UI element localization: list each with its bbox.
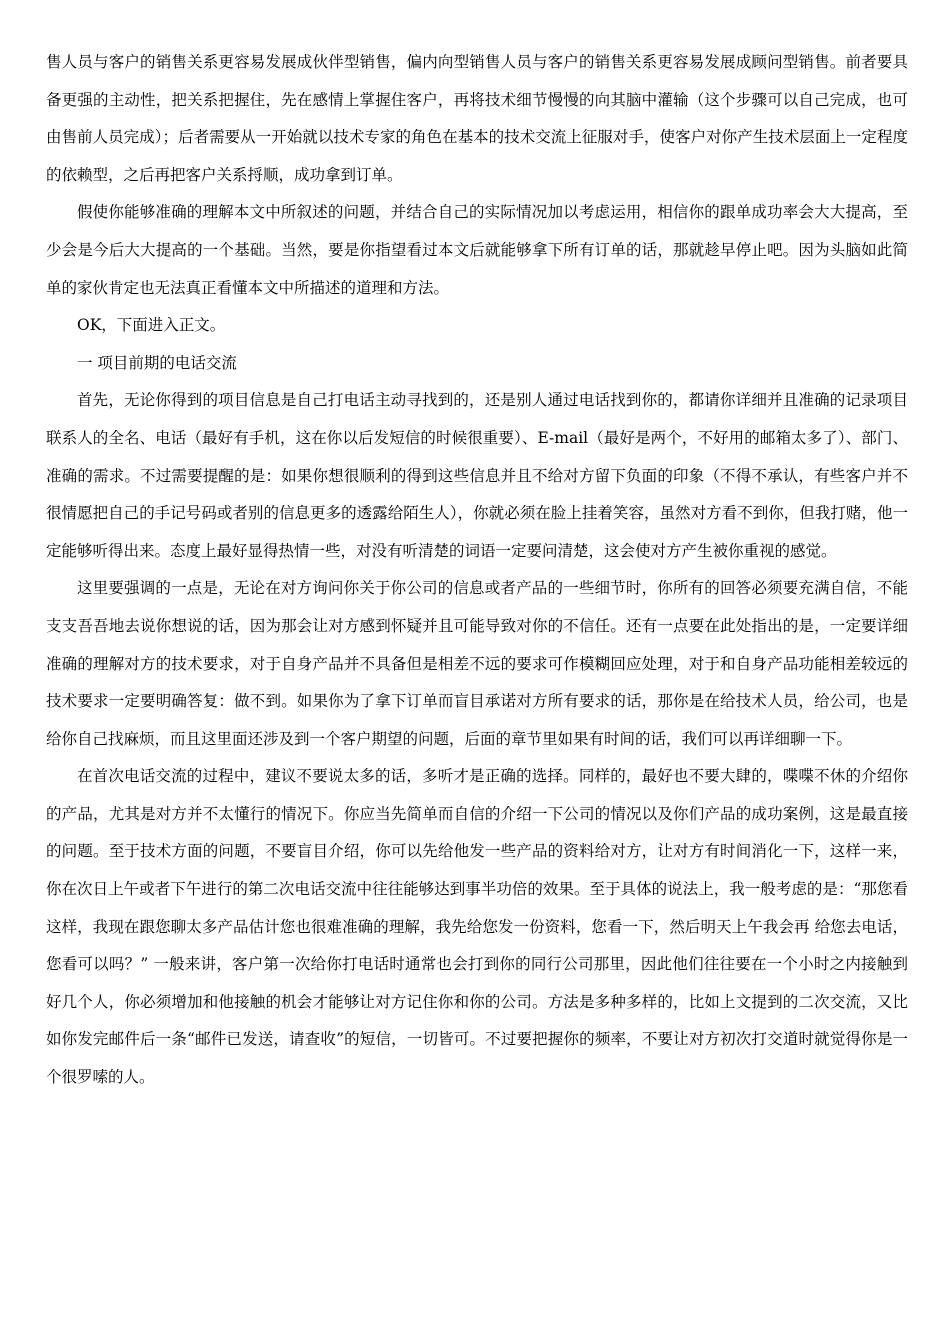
paragraph-confidence: 这里要强调的一点是，无论在对方询问你关于你公司的信息或者产品的一些细节时，你所有的回答必须要充满自信，不能支支吾吾地去说你想说的话，因为那会让对方感到怀疑并且可能导致对你的不信任。还有一点要在此处指出的是，一定要详细准确的理解对方的技术要求，对于自身产品并不具备但是相差不远的要求可作模糊回应处理，对于和自身产品功能相差较远的技术要求一定要明确答复：做不到。如果你为了拿下订单而盲目承诺对方所有要求的话，那你是在给技术人员，给公司，也是给你自己找麻烦，而且这里面还涉及到一个客户期望的问题，后面的章节里如果有时间的话，我们可以再详细聊一下。 xyxy=(46,579,908,748)
document-body xyxy=(46,44,908,1097)
paragraph-first-call: 首先，无论你得到的项目信息是自己打电话主动寻找到的，还是别人通过电话找到你的，都请你详细并且准确的记录项目联系人的全名、电话（最好有手机，这在你以后发短信的时候很重要）、E-mail（最好是两个，不好用的邮箱太多了）、部门、准确的需求。不过需要提醒的是：如果你想很顺利的得到这些信息并且不给对方留下负面的印象（不得不承认，有些客户并不很情愿把自己的手记号码或者别的信息更多的透露给陌生人），你就必须在脸上挂着笑容，虽然对方看不到你，但我打赌，他一定能够听得出来。态度上最好显得热情一些，对没有听清楚的词语一定要问清楚，这会使对方产生被你重视的感觉。 xyxy=(46,391,908,560)
paragraph-listening: 在首次电话交流的过程中，建议不要说太多的话，多听才是正确的选择。同样的，最好也不要大肆的，喋喋不休的介绍你的产品，尤其是对方并不太懂行的情况下。你应当先简单而自信的介绍一下公司的情况以及你们产品的成功案例，这是最直接的问题。至于技术方面的问题，不要盲目介绍，你可以先给他发一些产品的资料给对方，让对方有时间消化一下，这样一来，你在次日上午或者下午进行的第二次电话交流中往往能够达到事半功倍的效果。至于具体的说法上，我一般考虑的是：“那您看这样，我现在跟您聊太多产品估计您也很难准确的理解，我先给您发一份资料，您看一下，然后明天上午我会再 给您去电话，您看可以吗？” 一般来讲，客户第一次给你打电话时通常也会打到你的同行公司那里，因此他们往往要在一个小时之内接触到好几个人，你必须增加和他接触的机会才能够让对方记住你和你的公司。方法是多种多样的，比如上文提到的二次交流，又比如你发完邮件后一条“邮件已发送，请查收”的短信，一切皆可。不过要把握你的频率，不要让对方初次打交道时就觉得你是一个很罗嗦的人。 xyxy=(46,767,908,1087)
paragraph-conclusion: 假使你能够准确的理解本文中所叙述的问题，并结合自己的实际情况加以考虑运用，相信你的跟单成功率会大大提高，至少会是今后大大提高的一个基础。当然，要是你指望看过本文后就能够拿下所有订单的话，那就趁早停止吧。因为头脑如此简单的家伙肯定也无法真正看懂本文中所描述的道理和方法。 xyxy=(46,203,908,297)
paragraph-continuation: 售人员与客户的销售关系更容易发展成伙伴型销售，偏内向型销售人员与客户的销售关系更容易发展成顾问型销售。前者要具备更强的主动性，把关系把握住，先在感情上掌握住客户，再将技术细节慢慢的向其脑中灌输（这个步骤可以自己完成，也可由售前人员完成）；后者需要从一开始就以技术专家的角色在基本的技术交流上征服对手，使客户对你产生技术层面上一定程度的依赖型，之后再把客户关系捋顺，成功拿到订单。 xyxy=(46,53,908,184)
section-heading: 一 项目前期的电话交流 xyxy=(77,353,237,372)
paragraph-ok: OK，下面进入正文。 xyxy=(77,316,226,335)
